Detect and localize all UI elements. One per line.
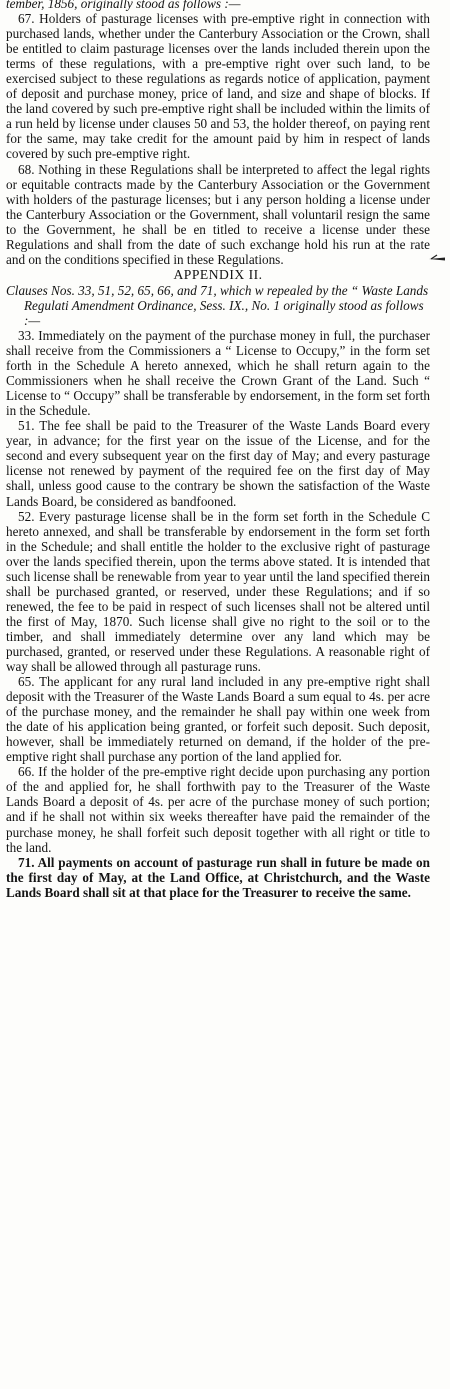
clause-52-paragraph: 52. Every pasturage license shall be in the form set forth in the Schedule C hereto annexed, and shall be transferable by endorsement in the form set forth in the Schedule; and shall entitle the holder to the exclusive right of pasturage over the lands specified therein, upon the terms above stated. It is intended that such license shall be renewable from year to year until the land specified therein shall be purchased granted, or reserved, under these Regulations; and if so renewed, the fee to be paid in respect of such licenses shall not be altered until the first of May, 1870. Such license shall give no right to the soil or to the timber, and shall immediately determine over any land which may be purchased, granted, or reserved under these Regulations. A reasonable right of way shall be allowed through all pasturage runs.	[6, 508, 430, 675]
clause-71-paragraph: 71. All payments on account of pasturage run shall in future be made on the first day of May, at the Land Office, at Christchurch, and the Waste Lands Board shall sit at that place for the Treasurer to receive the same.	[6, 854, 430, 900]
clause-68-paragraph: 68. Nothing in these Regulations shall be interpreted to affect the legal rights or equitable contracts made by the Canterbury Association or the Government with holders of the pasturage licenses; but i any person holding a license under the Canterbury Association or the Government, shall voluntaril resign the same to the Government, he shall be en titled to receive a license under these Regulations and shall from the date of such exchange hold his run at the rate and on the conditions specified in these Regulations.	[6, 161, 430, 267]
clause-67-paragraph: 67. Holders of pasturage licenses with pre-emptive right in connection with purchased lands, whether under the Canterbury Association or the Crown, shall be entitled to claim pasturage licenses over the lands included therein upon the terms of these regulations, with a pre-emptive right over such land, to be exercised subject to these regulations as regards notice of application, payment of deposit and purchase money, price of land, and size and shape of blocks. If the land covered by such pre-emptive right shall be included within the limits of a run held by license under clauses 50 and 53, the holder thereof, on paying rent for the same, may take credit for the amount paid by him in respect of lands covered by such pre-emptive right.	[6, 11, 430, 162]
text-column	[6, 0, 430, 1389]
clause-51-paragraph: 51. The fee shall be paid to the Treasurer of the Waste Lands Board every year, in advance; for the first year on the issue of the License, and for the second and every subsequent year on the first day of May; and every pasturage license not renewed by payment of the required fee on the first day of May shall, unless good cause to the contrary be shown the satisfaction of the Waste Lands Board, be considered as bandfooned.	[6, 418, 430, 509]
margin-arrow-icon	[428, 254, 446, 264]
appendix-heading: APPENDIX II.	[173, 266, 263, 282]
clause-33-paragraph: 33. Immediately on the payment of the purchase money in full, the purchaser shall receive from the Commissioners a “ License to Occupy,” in the form set forth in the Schedule A hereto annexed, which he shall return again to the Commissioners when he shall receive the Crown Grant of the Land. Such “ License to “ Occupy” shall be transferable by endorsement, in the form set forth in the Schedule.	[6, 327, 430, 419]
clause-66-paragraph: 66. If the holder of the pre-emptive right decide upon purchasing any portion of the and applied for, he shall forthwith pay to the Treasurer of the Waste Lands Board a deposit of 4s. per acre of the purchase money of such portion; and if he shall not within six weeks thereafter have paid the remainder of the purchase money, he shall forfeit such deposit together with all right or title to the land.	[6, 764, 430, 855]
intro-line: tember, 1856, originally stood as follows :—	[6, 0, 241, 11]
clauses-note: Clauses Nos. 33, 51, 52, 65, 66, and 71, which w repealed by the “ Waste Lands Regulati Amendment Ordinance, Sess. IX., No. 1 originally stood as follows :—	[6, 282, 429, 328]
clause-65-paragraph: 65. The applicant for any rural land included in any pre-emptive right shall deposit with the Treasurer of the Waste Lands Board a sum equal to 4s. per acre of the purchase money, and the remainder he shall pay within one week from the date of his application being granted, or forfeit such deposit. Such deposit, however, shall be immediately returned on demand, if the holder of the pre-emptive right shall purchase any portion of the land applied for.	[6, 674, 430, 765]
